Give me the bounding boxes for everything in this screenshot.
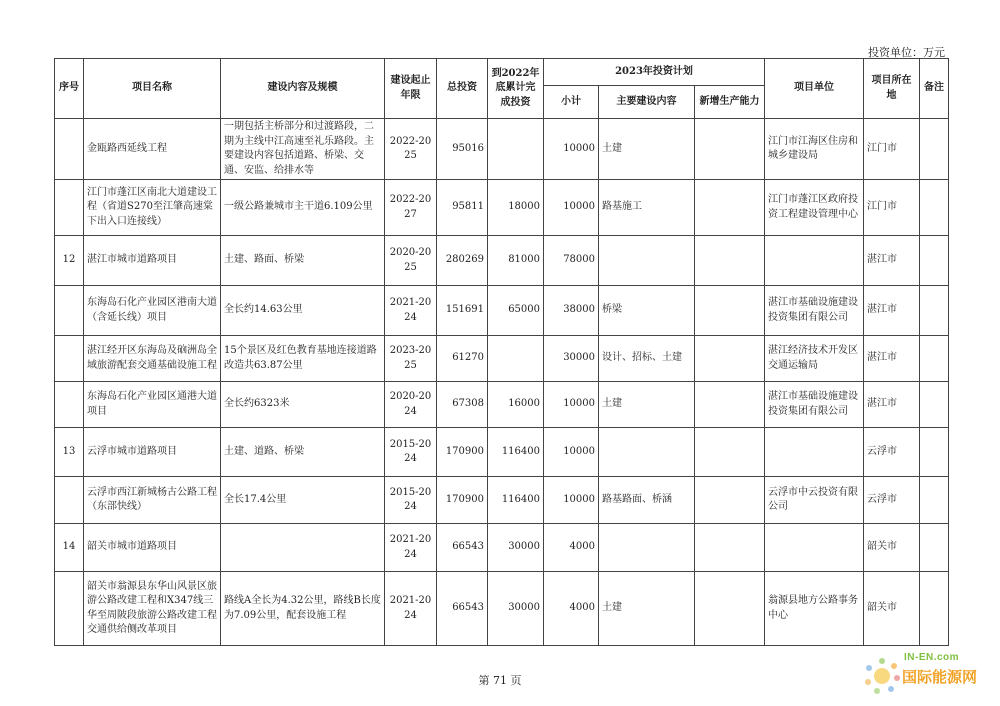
header-project-name: 项目名称 [84,59,221,119]
row-location: 韶关市 [864,572,920,646]
row-project-unit: 江门市江海区住房和城乡建设局 [765,119,864,180]
row-main-content: 路基路面、桥涵 [599,477,695,524]
row-years: 2023-2025 [385,336,437,382]
row-cumulative-investment [488,119,544,180]
row-main-content: 路基施工 [599,180,695,236]
row-main-content [599,524,695,572]
row-years: 2020-2024 [385,382,437,428]
row-remark [920,382,949,428]
row-seq [55,286,84,336]
row-project-name: 江门市蓬江区南北大道建设工程（省道S270至江肇高速棠下出入口连接线） [84,180,221,236]
header-main-content: 主要建设内容 [599,86,695,119]
row-content: 全长17.4公里 [221,477,385,524]
row-subtotal: 30000 [544,336,599,382]
row-new-capacity [695,286,765,336]
row-total-investment: 95016 [437,119,488,180]
row-content: 土建、道路、桥梁 [221,428,385,477]
row-seq [55,572,84,646]
row-subtotal: 10000 [544,119,599,180]
row-project-name: 韶关市翁源县东华山风景区旅游公路改建工程和X347线三华至周陂段旅游公路改建工程交通供给侧改革项目 [84,572,221,646]
header-cumulative-investment: 到2022年底累计完成投资 [488,59,544,119]
row-project-name: 韶关市城市道路项目 [84,524,221,572]
row-cumulative-investment: 116400 [488,477,544,524]
row-seq [55,180,84,236]
header-new-capacity: 新增生产能力 [695,86,765,119]
row-project-unit: 湛江市基础设施建设投资集团有限公司 [765,286,864,336]
table-row [55,336,949,382]
row-project-unit: 江门市蓬江区政府投资工程建设管理中心 [765,180,864,236]
row-total-investment: 280269 [437,236,488,286]
row-subtotal: 10000 [544,428,599,477]
row-seq [55,382,84,428]
row-project-unit [765,524,864,572]
row-years: 2022-2025 [385,119,437,180]
row-seq: 13 [55,428,84,477]
row-cumulative-investment: 30000 [488,524,544,572]
row-total-investment: 67308 [437,382,488,428]
row-total-investment: 170900 [437,477,488,524]
row-project-name: 金瓯路西延线工程 [84,119,221,180]
header-remark: 备注 [920,59,949,119]
row-seq: 12 [55,236,84,286]
row-content: 15个景区及红色教育基地连接道路改造共63.87公里 [221,336,385,382]
row-main-content [599,428,695,477]
row-main-content: 土建 [599,382,695,428]
row-project-unit [765,236,864,286]
row-total-investment: 95811 [437,180,488,236]
row-remark [920,477,949,524]
row-remark [920,119,949,180]
row-years: 2020-2025 [385,236,437,286]
row-cumulative-investment: 81000 [488,236,544,286]
row-subtotal: 10000 [544,382,599,428]
row-cumulative-investment: 30000 [488,572,544,646]
table-row [55,524,949,572]
row-total-investment: 151691 [437,286,488,336]
table-row [55,180,949,236]
row-project-name: 湛江经开区东海岛及硇洲岛全域旅游配套交通基础设施工程 [84,336,221,382]
row-project-unit: 翁源县地方公路事务中心 [765,572,864,646]
row-new-capacity [695,572,765,646]
row-location: 江门市 [864,180,920,236]
row-seq [55,119,84,180]
row-remark [920,428,949,477]
row-location: 湛江市 [864,286,920,336]
row-project-unit [765,428,864,477]
row-main-content: 土建 [599,572,695,646]
row-main-content: 桥梁 [599,286,695,336]
sun-logo-icon [862,656,902,696]
row-project-name: 东海岛石化产业园区港南大道（含延长线）项目 [84,286,221,336]
row-content: 土建、路面、桥梁 [221,236,385,286]
row-new-capacity [695,477,765,524]
row-remark [920,336,949,382]
row-content: 全长约6323米 [221,382,385,428]
table-row [55,236,949,286]
row-project-name: 湛江市城市道路项目 [84,236,221,286]
row-total-investment: 61270 [437,336,488,382]
row-total-investment: 66543 [437,572,488,646]
header-total-investment: 总投资 [437,59,488,119]
row-project-unit: 云浮市中云投资有限公司 [765,477,864,524]
row-subtotal: 78000 [544,236,599,286]
row-subtotal: 38000 [544,286,599,336]
watermark-logo [860,652,996,700]
header-project-unit: 项目单位 [765,59,864,119]
row-cumulative-investment: 18000 [488,180,544,236]
investment-unit-label: 投资单位：万元 [868,46,945,59]
row-years: 2015-2024 [385,477,437,524]
row-project-name: 东海岛石化产业园区通港大道项目 [84,382,221,428]
row-seq [55,336,84,382]
header-location: 项目所在地 [864,59,920,119]
table-row [55,286,949,336]
row-years: 2022-2027 [385,180,437,236]
row-new-capacity [695,180,765,236]
row-cumulative-investment [488,336,544,382]
table-row [55,428,949,477]
row-location: 云浮市 [864,477,920,524]
row-cumulative-investment: 116400 [488,428,544,477]
row-main-content: 土建 [599,119,695,180]
row-new-capacity [695,382,765,428]
row-main-content: 设计、招标、土建 [599,336,695,382]
row-main-content [599,236,695,286]
row-location: 湛江市 [864,236,920,286]
row-new-capacity [695,119,765,180]
table-row [55,119,949,180]
row-location: 云浮市 [864,428,920,477]
row-seq [55,477,84,524]
row-total-investment: 170900 [437,428,488,477]
header-seq: 序号 [55,59,84,119]
row-location: 江门市 [864,119,920,180]
watermark-domain: IN-EN.com [904,652,960,663]
row-years: 2021-2024 [385,524,437,572]
row-cumulative-investment: 16000 [488,382,544,428]
row-new-capacity [695,236,765,286]
row-years: 2015-2024 [385,428,437,477]
header-subtotal: 小计 [544,86,599,119]
watermark-name: 国际能源网 [902,669,978,686]
table-row [55,382,949,428]
row-new-capacity [695,428,765,477]
row-subtotal: 4000 [544,572,599,646]
row-remark [920,524,949,572]
row-content: 全长约14.63公里 [221,286,385,336]
investment-plan-table [54,58,949,646]
row-years: 2021-2024 [385,286,437,336]
row-project-unit: 湛江市基础设施建设投资集团有限公司 [765,382,864,428]
table-row [55,477,949,524]
row-location: 湛江市 [864,336,920,382]
row-new-capacity [695,336,765,382]
row-total-investment: 66543 [437,524,488,572]
row-remark [920,180,949,236]
row-remark [920,236,949,286]
row-subtotal: 10000 [544,477,599,524]
page-number: 第 71 页 [478,674,522,687]
row-project-name: 云浮市西江新城杨古公路工程（东部快线） [84,477,221,524]
row-remark [920,286,949,336]
row-cumulative-investment: 65000 [488,286,544,336]
header-plan-2023: 2023年投资计划 [544,59,765,86]
row-project-name: 云浮市城市道路项目 [84,428,221,477]
header-years: 建设起止年限 [385,59,437,119]
row-location: 韶关市 [864,524,920,572]
row-project-unit: 湛江经济技术开发区交通运输局 [765,336,864,382]
table-row [55,572,949,646]
row-remark [920,572,949,646]
row-content: 路线A全长为4.32公里，路线B长度为7.09公里，配套设施工程 [221,572,385,646]
row-subtotal: 4000 [544,524,599,572]
header-content: 建设内容及规模 [221,59,385,119]
row-content: 一级公路兼城市主干道6.109公里 [221,180,385,236]
row-new-capacity [695,524,765,572]
row-seq: 14 [55,524,84,572]
row-subtotal: 10000 [544,180,599,236]
row-years: 2021-2024 [385,572,437,646]
row-content [221,524,385,572]
row-content: 一期包括主桥部分和过渡路段，二期为主线中江高速至礼乐路段。主要建设内容包括道路、桥梁、交通、安监、给排水等 [221,119,385,180]
row-location: 湛江市 [864,382,920,428]
